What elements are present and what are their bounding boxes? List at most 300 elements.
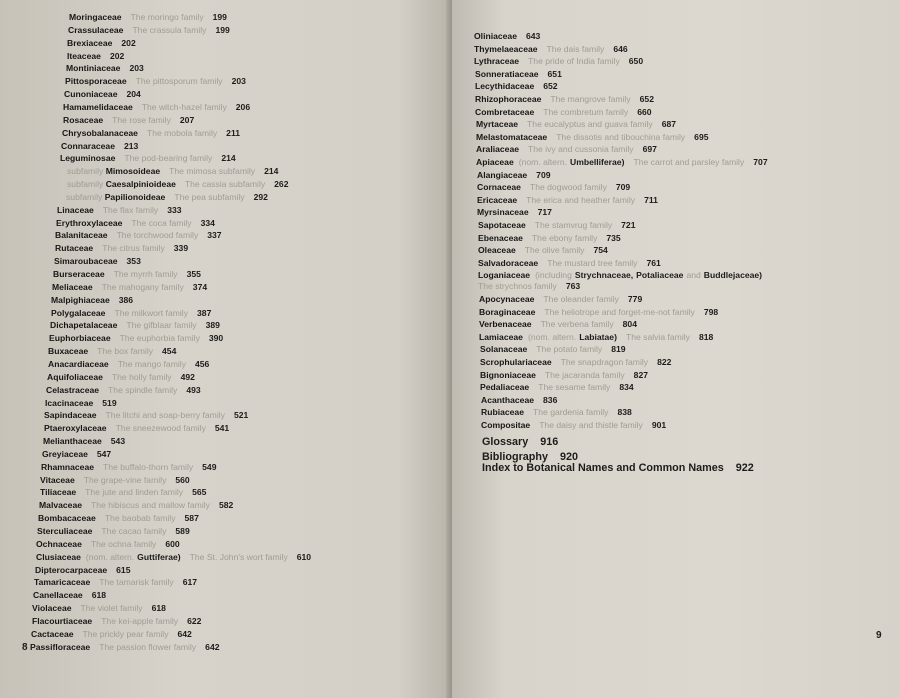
family-name: Passifloraceae: [30, 642, 91, 652]
common-name: The pride of India family: [528, 56, 620, 66]
family-name: Balanitaceae: [55, 230, 108, 240]
common-name: The jacaranda family: [544, 370, 625, 380]
right-contents-list: [452, 0, 900, 698]
contents-entry: [478, 233, 621, 243]
contents-entry: [52, 282, 207, 292]
page-number: 456: [195, 359, 210, 369]
page-number: 901: [651, 420, 667, 430]
page-number: 211: [226, 128, 241, 138]
page-number: 560: [175, 475, 190, 485]
common-name: The dissotis and tibouchina family: [556, 132, 686, 142]
contents-entry: [62, 128, 240, 138]
contents-entry: [65, 76, 246, 86]
contents-entry: [47, 372, 195, 382]
contents-entry: [474, 56, 643, 66]
family-name: Burseraceae: [53, 269, 105, 279]
page-number: 622: [187, 616, 202, 626]
subfamily-label: subfamily: [66, 192, 103, 202]
family-name: Araliaceae: [476, 144, 520, 154]
included-family-name: Strychnaceae,: [574, 270, 634, 280]
family-name: Clusiaceae: [36, 552, 81, 562]
contents-entry: [49, 333, 223, 343]
contents-entry: [481, 420, 666, 430]
contents-entry: [50, 320, 220, 330]
page-number: 709: [615, 182, 631, 192]
contents-entry: [31, 629, 192, 639]
family-name: Combretaceae: [475, 107, 535, 117]
contents-entry: [480, 370, 648, 380]
page-number: 618: [91, 590, 107, 600]
family-name: Rhamnaceae: [41, 462, 95, 472]
family-name: Iteaceae: [67, 51, 101, 61]
contents-entry: [476, 119, 676, 129]
common-name: The hibiscus and mallow family: [91, 500, 210, 510]
page-number: 202: [109, 51, 125, 61]
page-number: 836: [543, 395, 558, 405]
common-name: The grape-vine family: [83, 475, 167, 485]
contents-entry: [477, 170, 551, 180]
family-name: Compositae: [481, 420, 531, 430]
contents-entry: [68, 25, 230, 35]
page-number: 541: [214, 423, 230, 433]
family-name: Aquifoliaceae: [47, 372, 103, 382]
family-name: Rubiaceae: [481, 407, 524, 417]
common-name: The violet family: [80, 603, 143, 613]
page-number: 582: [218, 500, 234, 510]
contents-entry: [38, 513, 199, 523]
common-name: The flax family: [102, 205, 159, 215]
contents-entry: [51, 295, 133, 305]
common-name: The stamvrug family: [534, 220, 613, 230]
contents-entry: [57, 205, 182, 215]
contents-entry: [477, 207, 552, 217]
family-name: Malvaceae: [39, 500, 83, 510]
contents-entry: [30, 642, 220, 652]
family-name: Ochnaceae: [36, 539, 82, 549]
common-name: The ochna family: [90, 539, 157, 549]
common-name: The litchi and soap-berry family: [105, 410, 225, 420]
right-page: [452, 0, 900, 698]
contents-entry: [35, 565, 130, 575]
family-name: Ptaeroxylaceae: [44, 423, 107, 433]
common-name: The mustard tree family: [547, 258, 638, 268]
family-name: Cunoniaceae: [64, 89, 118, 99]
common-name: The pod-bearing family: [124, 153, 213, 163]
family-name: Lecythidaceae: [475, 81, 535, 91]
family-name: Tiliaceae: [40, 487, 77, 497]
common-name: The torchwood family: [116, 230, 199, 240]
page-number: 615: [116, 565, 131, 575]
common-name: The moringo family: [130, 12, 204, 22]
contents-entry: [474, 44, 628, 54]
family-name: Meliaceae: [52, 282, 93, 292]
family-name: Loganiaceae: [478, 270, 531, 280]
contents-entry: [55, 243, 188, 253]
page-number: 600: [165, 539, 180, 549]
page-number: 334: [200, 218, 215, 228]
family-name: Pittosporaceae: [65, 76, 127, 86]
page-number: 589: [175, 526, 190, 536]
page-number: 355: [186, 269, 201, 279]
common-name: The daisy and thistle family: [539, 420, 643, 430]
page-number: 549: [202, 462, 217, 472]
page-number: 333: [167, 205, 182, 215]
family-name: Thymelaeaceae: [474, 44, 538, 54]
page-number: 292: [253, 192, 268, 202]
page-number: 214: [264, 166, 279, 176]
family-name: Celastraceae: [46, 385, 100, 395]
page-number: 387: [197, 308, 212, 318]
included-family-name: and: [686, 270, 701, 280]
contents-entry: [478, 258, 661, 268]
contents-entry: [67, 38, 136, 48]
family-name: Boraginaceae: [479, 307, 536, 317]
family-name: Melastomataceae: [476, 132, 548, 142]
contents-entry: [51, 308, 211, 318]
page-number: 798: [703, 307, 719, 317]
alternative-family-name: Guttiferae): [137, 552, 181, 562]
common-name: The oleander family: [543, 294, 619, 304]
common-name: The dogwood family: [529, 182, 607, 192]
back-matter-label: Index to Botanical Names and Common Names: [482, 462, 724, 474]
page-number: 687: [661, 119, 677, 129]
inclusion-note: (including: [535, 270, 572, 280]
family-name: Bignoniaceae: [480, 370, 536, 380]
contents-entry: [481, 395, 557, 405]
family-name: Moringaceae: [69, 12, 122, 22]
common-name: The sneezewood family: [115, 423, 206, 433]
page-number: 213: [123, 141, 139, 151]
page-number: 374: [192, 282, 208, 292]
alternative-family-name: Labiatae): [579, 332, 617, 342]
alternative-name-note: (nom. altern.: [85, 552, 135, 562]
page-number: 651: [547, 69, 562, 79]
page-number: 643: [526, 31, 541, 41]
family-name: Simaroubaceae: [54, 256, 118, 266]
page-number: 386: [118, 295, 134, 305]
back-matter-page: 922: [735, 462, 754, 474]
page-number: 565: [192, 487, 207, 497]
family-name: Crassulaceae: [68, 25, 124, 35]
family-name: Lythraceae: [474, 56, 520, 66]
family-name: Sonneratiaceae: [475, 69, 539, 79]
family-name: Buxaceae: [48, 346, 89, 356]
page-number: 804: [622, 319, 637, 329]
contents-entry: [56, 218, 215, 228]
family-name: Euphorbiaceae: [49, 333, 111, 343]
alternative-name-note: (nom. altern.: [518, 157, 567, 167]
common-name: The milkwort family: [114, 308, 189, 318]
page-number: 652: [543, 81, 558, 91]
page-number: 650: [628, 56, 644, 66]
contents-entry: [475, 81, 558, 91]
contents-entry-continued: [478, 281, 580, 291]
family-name: Pedaliaceae: [480, 382, 530, 392]
family-name: Dipterocarpaceae: [35, 565, 108, 575]
family-name: Hamamelidaceae: [63, 102, 133, 112]
family-name: Tamaricaceae: [34, 577, 91, 587]
alternative-name-note: (nom. altern.: [527, 332, 577, 342]
page-number: 492: [180, 372, 195, 382]
page-number: 822: [657, 357, 672, 367]
back-matter-page: 920: [559, 451, 578, 463]
page-number: 493: [186, 385, 201, 395]
family-name: Polygalaceae: [51, 308, 106, 318]
common-name: The gardenia family: [533, 407, 609, 417]
contents-entry: [63, 102, 250, 112]
page-number: 761: [646, 258, 661, 268]
family-name: Lamiaceae: [479, 332, 523, 342]
family-name: Leguminosae: [60, 153, 116, 163]
common-name: The prickly pear family: [82, 629, 169, 639]
family-name: Malpighiaceae: [51, 295, 110, 305]
back-matter-label: Bibliography: [482, 451, 548, 463]
left-page-number: 8: [22, 642, 28, 653]
common-name: The ebony family: [531, 233, 598, 243]
contents-entry: [479, 307, 718, 317]
page-number: 389: [205, 320, 220, 330]
contents-entry: [33, 590, 106, 600]
common-name: The baobab family: [104, 513, 176, 523]
family-name: Ebenaceae: [478, 233, 523, 243]
common-name: The tamarisk family: [99, 577, 174, 587]
contents-entry: [32, 603, 166, 613]
page-number: 717: [537, 207, 552, 217]
common-name: The jute and linden family: [85, 487, 184, 497]
contents-entry: [480, 357, 671, 367]
page-number: 721: [621, 220, 636, 230]
contents-entry: [32, 616, 201, 626]
family-name: Chrysobalanaceae: [62, 128, 138, 138]
contents-entry: [67, 51, 124, 61]
page-number: 617: [182, 577, 198, 587]
common-name: The spindle family: [108, 385, 178, 395]
contents-entry: [36, 552, 311, 562]
family-name: Erythroxylaceae: [56, 218, 123, 228]
family-name: Ericaceae: [477, 195, 518, 205]
contents-entry: [46, 385, 201, 395]
contents-entry: [34, 577, 197, 587]
common-name: The gifblaar family: [126, 320, 197, 330]
page-number: 711: [644, 195, 658, 205]
contents-entry: [479, 319, 637, 329]
contents-entry: [479, 294, 642, 304]
common-name: The kei-apple family: [101, 616, 179, 626]
family-name: Canellaceae: [33, 590, 83, 600]
back-matter-glossary: [482, 436, 558, 448]
page-number: 763: [565, 281, 581, 291]
back-matter-index: [482, 462, 754, 474]
common-name: The salvia family: [625, 332, 690, 342]
page-number: 709: [536, 170, 551, 180]
family-name: Papilionoideae: [104, 192, 166, 202]
contents-entry: [69, 12, 227, 22]
common-name: The witch-hazel family: [141, 102, 227, 112]
page-number: 754: [593, 245, 608, 255]
common-name: The mimosa subfamily: [169, 166, 256, 176]
contents-entry: [477, 182, 630, 192]
contents-entry: [48, 346, 176, 356]
family-name: Greyiaceae: [42, 449, 88, 459]
contents-entry: [475, 94, 654, 104]
common-name: The rose family: [112, 115, 171, 125]
family-name: Bombacaceae: [38, 513, 96, 523]
page-number: 454: [162, 346, 177, 356]
contents-entry: [63, 115, 194, 125]
common-name: The citrus family: [102, 243, 165, 253]
page-number: 262: [274, 179, 289, 189]
contents-entry: [480, 382, 634, 392]
family-name: Mimosoideae: [105, 166, 161, 176]
family-name: Oleaceae: [478, 245, 516, 255]
common-name: The holly family: [111, 372, 172, 382]
family-name: Rosaceae: [63, 115, 104, 125]
common-name: The strychnos family: [478, 281, 557, 291]
family-name: Sapindaceae: [44, 410, 97, 420]
subfamily-label: subfamily: [67, 166, 104, 176]
family-name: Sterculiaceae: [37, 526, 93, 536]
page-number: 834: [619, 382, 634, 392]
page-number: 390: [208, 333, 224, 343]
family-name: Apiaceae: [476, 157, 514, 167]
contents-entry: [61, 141, 138, 151]
common-name: The buffalo-thorn family: [103, 462, 194, 472]
common-name: The mahogany family: [101, 282, 184, 292]
common-name: The mobola family: [146, 128, 218, 138]
family-name: Salvadoraceae: [478, 258, 539, 268]
contents-entry: [40, 487, 206, 497]
family-name: Icacinaceae: [45, 398, 94, 408]
common-name: The mangrove family: [550, 94, 631, 104]
family-name: Verbenaceae: [479, 319, 532, 329]
alternative-family-name: Umbelliferae): [570, 157, 625, 167]
common-name: The carrot and parsley family: [633, 157, 745, 167]
page-number: 519: [102, 398, 117, 408]
page-number: 610: [296, 552, 312, 562]
page-number: 206: [235, 102, 251, 112]
contents-entry: [39, 500, 233, 510]
common-name: The verbena family: [540, 319, 614, 329]
page-number: 207: [179, 115, 195, 125]
page-number: 646: [613, 44, 628, 54]
page-number: 618: [151, 603, 166, 613]
contents-entry: [478, 270, 762, 280]
common-name: The potato family: [536, 344, 603, 354]
common-name: The cacao family: [101, 526, 167, 536]
family-name: Linaceae: [57, 205, 94, 215]
family-name: Solanaceae: [480, 344, 528, 354]
page-number: 642: [205, 642, 220, 652]
family-name: Sapotaceae: [478, 220, 526, 230]
page-number: 339: [173, 243, 189, 253]
contents-entry: [66, 192, 268, 202]
contents-entry: [36, 539, 180, 549]
common-name: The olive family: [524, 245, 585, 255]
common-name: The combretum family: [543, 107, 629, 117]
contents-entry: [64, 89, 141, 99]
contents-entry: [66, 63, 144, 73]
common-name: The snapdragon family: [560, 357, 649, 367]
contents-entry: [476, 144, 657, 154]
contents-entry: [479, 332, 713, 342]
contents-entry: [477, 195, 658, 205]
contents-entry: [44, 423, 229, 433]
page-number: 543: [110, 436, 126, 446]
included-family-name: Potaliaceae: [636, 270, 684, 280]
common-name: The dais family: [546, 44, 605, 54]
contents-entry: [476, 132, 709, 142]
contents-entry: [45, 398, 117, 408]
family-name: Anacardiaceae: [48, 359, 109, 369]
page-number: 199: [215, 25, 230, 35]
page-number: 642: [177, 629, 192, 639]
back-matter-label: Glossary: [482, 436, 529, 448]
family-name: Vitaceae: [40, 475, 75, 485]
contents-entry: [67, 166, 278, 176]
page-number: 827: [633, 370, 649, 380]
page-number: 652: [639, 94, 654, 104]
family-name: Cactaceae: [31, 629, 74, 639]
page-number: 735: [606, 233, 621, 243]
contents-entry: [48, 359, 209, 369]
common-name: The coca family: [131, 218, 192, 228]
family-name: Montiniaceae: [66, 63, 121, 73]
family-name: Myrtaceae: [476, 119, 519, 129]
common-name: The pea subfamily: [174, 192, 245, 202]
page-number: 660: [637, 107, 652, 117]
contents-entry: [54, 256, 141, 266]
page-number: 707: [753, 157, 768, 167]
common-name: The erica and heather family: [526, 195, 636, 205]
family-name: Violaceae: [32, 603, 72, 613]
page-number: 697: [642, 144, 657, 154]
contents-entry: [42, 449, 111, 459]
page-number: 838: [617, 407, 632, 417]
common-name: The St. John's wort family: [189, 552, 288, 562]
page-number: 202: [121, 38, 136, 48]
common-name: The myrrh family: [113, 269, 178, 279]
common-name: The euphorbia family: [119, 333, 200, 343]
contents-entry: [474, 31, 540, 41]
contents-entry: [37, 526, 190, 536]
page-number: 204: [126, 89, 141, 99]
contents-entry: [55, 230, 222, 240]
page-number: 214: [221, 153, 236, 163]
family-name: Brexiaceae: [67, 38, 113, 48]
common-name: The sesame family: [538, 382, 611, 392]
family-name: Connaraceae: [61, 141, 115, 151]
family-name: Cornaceae: [477, 182, 521, 192]
common-name: The passion flower family: [99, 642, 197, 652]
common-name: The eucalyptus and guava family: [527, 119, 653, 129]
contents-entry: [67, 179, 289, 189]
contents-entry: [53, 269, 201, 279]
page-number: 819: [611, 344, 626, 354]
contents-entry: [480, 344, 626, 354]
contents-entry: [476, 157, 768, 167]
family-name: Rhizophoraceae: [475, 94, 542, 104]
page-number: 203: [231, 76, 246, 86]
common-name: The heliotrope and forget-me-not family: [544, 307, 695, 317]
page-number: 779: [627, 294, 643, 304]
included-family-name: Buddlejaceae): [703, 270, 763, 280]
page-number: 818: [698, 332, 714, 342]
family-name: Oliniaceae: [474, 31, 517, 41]
contents-entry: [475, 69, 562, 79]
family-name: Caesalpinioideae: [105, 179, 176, 189]
page-number: 353: [126, 256, 141, 266]
contents-entry: [41, 462, 217, 472]
